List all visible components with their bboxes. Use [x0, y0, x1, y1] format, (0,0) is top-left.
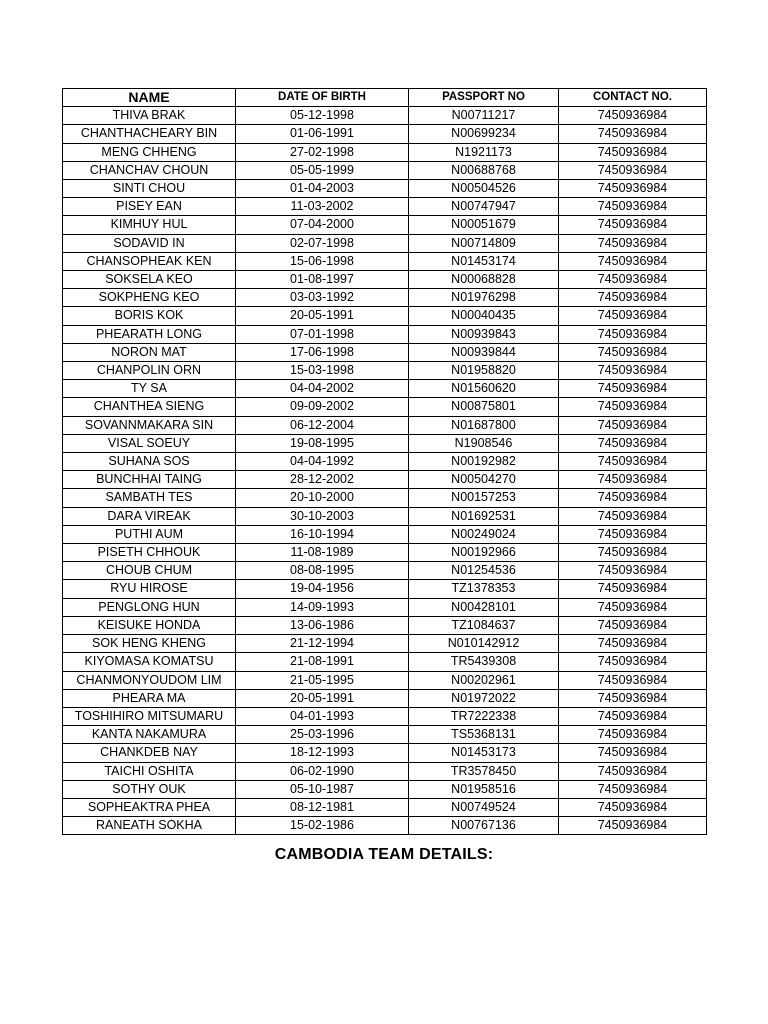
header-date-of-birth: DATE OF BIRTH	[236, 89, 409, 107]
contact-no-cell: 7450936984	[559, 507, 707, 525]
contact-no-cell: 7450936984	[559, 107, 707, 125]
name-cell: SOVANNMAKARA SIN	[63, 416, 236, 434]
document-title: CAMBODIA TEAM DETAILS:	[274, 846, 494, 863]
contact-no-cell: 7450936984	[559, 544, 707, 562]
passport-no-cell: N01976298	[409, 289, 559, 307]
name-cell: CHANCHAV CHOUN	[63, 161, 236, 179]
name-cell: KEISUKE HONDA	[63, 616, 236, 634]
date-of-birth-cell: 15-02-1986	[236, 817, 409, 835]
date-of-birth-cell: 01-04-2003	[236, 180, 409, 198]
name-cell: KIYOMASA KOMATSU	[63, 653, 236, 671]
passport-no-cell: N01453173	[409, 744, 559, 762]
table-row	[63, 325, 707, 343]
table-row	[63, 471, 707, 489]
passport-no-cell: N01453174	[409, 252, 559, 270]
table-row	[63, 289, 707, 307]
name-cell: THIVA BRAK	[63, 107, 236, 125]
name-cell: PISETH CHHOUK	[63, 544, 236, 562]
passport-no-cell: N00939844	[409, 343, 559, 361]
passport-no-cell: N00192966	[409, 544, 559, 562]
date-of-birth-cell: 15-03-1998	[236, 362, 409, 380]
passport-no-cell: N00749524	[409, 798, 559, 816]
name-cell: SINTI CHOU	[63, 180, 236, 198]
name-cell: NORON MAT	[63, 343, 236, 361]
name-cell: RYU HIROSE	[63, 580, 236, 598]
table-row	[63, 252, 707, 270]
date-of-birth-cell: 17-06-1998	[236, 343, 409, 361]
table-row	[63, 525, 707, 543]
contact-no-cell: 7450936984	[559, 234, 707, 252]
passport-no-cell: N00249024	[409, 525, 559, 543]
name-cell: BUNCHHAI TAING	[63, 471, 236, 489]
date-of-birth-cell: 16-10-1994	[236, 525, 409, 543]
date-of-birth-cell: 01-06-1991	[236, 125, 409, 143]
contact-no-cell: 7450936984	[559, 271, 707, 289]
contact-no-cell: 7450936984	[559, 598, 707, 616]
date-of-birth-cell: 20-05-1991	[236, 307, 409, 325]
date-of-birth-cell: 21-05-1995	[236, 671, 409, 689]
table-row	[63, 489, 707, 507]
table-row	[63, 398, 707, 416]
table-row	[63, 544, 707, 562]
table-row	[63, 453, 707, 471]
passport-no-cell: N01560620	[409, 380, 559, 398]
passport-no-cell: N00504270	[409, 471, 559, 489]
name-cell: RANEATH SOKHA	[63, 817, 236, 835]
name-cell: CHANMONYOUDOM LIM	[63, 671, 236, 689]
date-of-birth-cell: 04-04-2002	[236, 380, 409, 398]
date-of-birth-cell: 18-12-1993	[236, 744, 409, 762]
date-of-birth-cell: 02-07-1998	[236, 234, 409, 252]
table-row	[63, 307, 707, 325]
date-of-birth-cell: 19-04-1956	[236, 580, 409, 598]
contact-no-cell: 7450936984	[559, 762, 707, 780]
name-cell: PENGLONG HUN	[63, 598, 236, 616]
table-row	[63, 726, 707, 744]
date-of-birth-cell: 05-12-1998	[236, 107, 409, 125]
contact-no-cell: 7450936984	[559, 125, 707, 143]
contact-no-cell: 7450936984	[559, 817, 707, 835]
date-of-birth-cell: 08-08-1995	[236, 562, 409, 580]
name-cell: CHANKDEB NAY	[63, 744, 236, 762]
passport-no-cell: N00767136	[409, 817, 559, 835]
date-of-birth-cell: 01-08-1997	[236, 271, 409, 289]
passport-no-cell: TR3578450	[409, 762, 559, 780]
date-of-birth-cell: 09-09-2002	[236, 398, 409, 416]
passport-no-cell: N010142912	[409, 635, 559, 653]
date-of-birth-cell: 05-05-1999	[236, 161, 409, 179]
table-row	[63, 343, 707, 361]
passport-no-cell: N00711217	[409, 107, 559, 125]
passport-no-cell: N01972022	[409, 689, 559, 707]
team-details-table	[62, 88, 707, 835]
table-row	[63, 635, 707, 653]
name-cell: DARA VIREAK	[63, 507, 236, 525]
contact-no-cell: 7450936984	[559, 671, 707, 689]
name-cell: VISAL SOEUY	[63, 434, 236, 452]
header-name: NAME	[63, 89, 236, 107]
contact-no-cell: 7450936984	[559, 453, 707, 471]
contact-no-cell: 7450936984	[559, 198, 707, 216]
table-row	[63, 234, 707, 252]
name-cell: SODAVID IN	[63, 234, 236, 252]
table-row	[63, 216, 707, 234]
name-cell: SOTHY OUK	[63, 780, 236, 798]
name-cell: PHEARATH LONG	[63, 325, 236, 343]
table-row	[63, 598, 707, 616]
contact-no-cell: 7450936984	[559, 580, 707, 598]
table-row	[63, 689, 707, 707]
name-cell: SOKPHENG KEO	[63, 289, 236, 307]
date-of-birth-cell: 11-03-2002	[236, 198, 409, 216]
table-row	[63, 653, 707, 671]
date-of-birth-cell: 15-06-1998	[236, 252, 409, 270]
contact-no-cell: 7450936984	[559, 362, 707, 380]
contact-no-cell: 7450936984	[559, 689, 707, 707]
passport-no-cell: N01254536	[409, 562, 559, 580]
table-row	[63, 507, 707, 525]
date-of-birth-cell: 04-04-1992	[236, 453, 409, 471]
contact-no-cell: 7450936984	[559, 707, 707, 725]
contact-no-cell: 7450936984	[559, 744, 707, 762]
passport-no-cell: TZ1084637	[409, 616, 559, 634]
date-of-birth-cell: 06-12-2004	[236, 416, 409, 434]
name-cell: KANTA NAKAMURA	[63, 726, 236, 744]
name-cell: PUTHI AUM	[63, 525, 236, 543]
contact-no-cell: 7450936984	[559, 616, 707, 634]
table-row	[63, 817, 707, 835]
name-cell: SUHANA SOS	[63, 453, 236, 471]
contact-no-cell: 7450936984	[559, 307, 707, 325]
date-of-birth-cell: 28-12-2002	[236, 471, 409, 489]
contact-no-cell: 7450936984	[559, 343, 707, 361]
table-row	[63, 380, 707, 398]
name-cell: TAICHI OSHITA	[63, 762, 236, 780]
passport-no-cell: N00202961	[409, 671, 559, 689]
table-row	[63, 798, 707, 816]
table-header-row	[63, 89, 707, 107]
table-row	[63, 780, 707, 798]
date-of-birth-cell: 06-02-1990	[236, 762, 409, 780]
date-of-birth-cell: 07-04-2000	[236, 216, 409, 234]
passport-no-cell: N01687800	[409, 416, 559, 434]
date-of-birth-cell: 14-09-1993	[236, 598, 409, 616]
name-cell: SOKSELA KEO	[63, 271, 236, 289]
table-row	[63, 671, 707, 689]
name-cell: BORIS KOK	[63, 307, 236, 325]
table-row	[63, 562, 707, 580]
date-of-birth-cell: 11-08-1989	[236, 544, 409, 562]
passport-no-cell: N01958516	[409, 780, 559, 798]
name-cell: TY SA	[63, 380, 236, 398]
date-of-birth-cell: 05-10-1987	[236, 780, 409, 798]
name-cell: MENG CHHENG	[63, 143, 236, 161]
date-of-birth-cell: 20-10-2000	[236, 489, 409, 507]
table-row	[63, 161, 707, 179]
contact-no-cell: 7450936984	[559, 434, 707, 452]
passport-no-cell: TZ1378353	[409, 580, 559, 598]
name-cell: CHANTHEA SIENG	[63, 398, 236, 416]
passport-no-cell: N00714809	[409, 234, 559, 252]
date-of-birth-cell: 27-02-1998	[236, 143, 409, 161]
passport-no-cell: N00428101	[409, 598, 559, 616]
name-cell: SOK HENG KHENG	[63, 635, 236, 653]
contact-no-cell: 7450936984	[559, 325, 707, 343]
name-cell: PISEY EAN	[63, 198, 236, 216]
table-row	[63, 107, 707, 125]
date-of-birth-cell: 20-05-1991	[236, 689, 409, 707]
passport-no-cell: N00699234	[409, 125, 559, 143]
date-of-birth-cell: 21-12-1994	[236, 635, 409, 653]
passport-no-cell: TR5439308	[409, 653, 559, 671]
name-cell: CHOUB CHUM	[63, 562, 236, 580]
date-of-birth-cell: 13-06-1986	[236, 616, 409, 634]
contact-no-cell: 7450936984	[559, 416, 707, 434]
name-cell: KIMHUY HUL	[63, 216, 236, 234]
table-row	[63, 580, 707, 598]
table-row	[63, 198, 707, 216]
name-cell: PHEARA MA	[63, 689, 236, 707]
table-row	[63, 744, 707, 762]
contact-no-cell: 7450936984	[559, 653, 707, 671]
name-cell: CHANTHACHEARY BIN	[63, 125, 236, 143]
passport-no-cell: N00051679	[409, 216, 559, 234]
contact-no-cell: 7450936984	[559, 471, 707, 489]
table-row	[63, 362, 707, 380]
header-contact-no: CONTACT NO.	[559, 89, 707, 107]
name-cell: SOPHEAKTRA PHEA	[63, 798, 236, 816]
passport-no-cell: N00939843	[409, 325, 559, 343]
passport-no-cell: N00747947	[409, 198, 559, 216]
passport-no-cell: N1921173	[409, 143, 559, 161]
table-row	[63, 707, 707, 725]
passport-no-cell: N01692531	[409, 507, 559, 525]
table-row	[63, 416, 707, 434]
contact-no-cell: 7450936984	[559, 216, 707, 234]
date-of-birth-cell: 03-03-1992	[236, 289, 409, 307]
contact-no-cell: 7450936984	[559, 143, 707, 161]
date-of-birth-cell: 19-08-1995	[236, 434, 409, 452]
contact-no-cell: 7450936984	[559, 798, 707, 816]
date-of-birth-cell: 30-10-2003	[236, 507, 409, 525]
passport-no-cell: N00688768	[409, 161, 559, 179]
header-passport-no: PASSPORT NO	[409, 89, 559, 107]
contact-no-cell: 7450936984	[559, 380, 707, 398]
contact-no-cell: 7450936984	[559, 562, 707, 580]
table-row	[63, 143, 707, 161]
date-of-birth-cell: 25-03-1996	[236, 726, 409, 744]
passport-no-cell: N00504526	[409, 180, 559, 198]
date-of-birth-cell: 08-12-1981	[236, 798, 409, 816]
passport-no-cell: N01958820	[409, 362, 559, 380]
name-cell: SAMBATH TES	[63, 489, 236, 507]
table-row	[63, 434, 707, 452]
contact-no-cell: 7450936984	[559, 252, 707, 270]
passport-no-cell: TR7222338	[409, 707, 559, 725]
date-of-birth-cell: 21-08-1991	[236, 653, 409, 671]
contact-no-cell: 7450936984	[559, 180, 707, 198]
contact-no-cell: 7450936984	[559, 161, 707, 179]
table-body	[63, 107, 707, 835]
table-row	[63, 271, 707, 289]
passport-no-cell: N1908546	[409, 434, 559, 452]
passport-no-cell: N00192982	[409, 453, 559, 471]
name-cell: CHANSOPHEAK KEN	[63, 252, 236, 270]
contact-no-cell: 7450936984	[559, 635, 707, 653]
table-row	[63, 180, 707, 198]
passport-no-cell: N00875801	[409, 398, 559, 416]
name-cell: CHANPOLIN ORN	[63, 362, 236, 380]
date-of-birth-cell: 07-01-1998	[236, 325, 409, 343]
table-row	[63, 125, 707, 143]
contact-no-cell: 7450936984	[559, 289, 707, 307]
table-row	[63, 616, 707, 634]
contact-no-cell: 7450936984	[559, 726, 707, 744]
contact-no-cell: 7450936984	[559, 525, 707, 543]
contact-no-cell: 7450936984	[559, 489, 707, 507]
passport-no-cell: N00040435	[409, 307, 559, 325]
date-of-birth-cell: 04-01-1993	[236, 707, 409, 725]
name-cell: TOSHIHIRO MITSUMARU	[63, 707, 236, 725]
table-row	[63, 762, 707, 780]
contact-no-cell: 7450936984	[559, 398, 707, 416]
passport-no-cell: N00068828	[409, 271, 559, 289]
contact-no-cell: 7450936984	[559, 780, 707, 798]
passport-no-cell: N00157253	[409, 489, 559, 507]
passport-no-cell: TS5368131	[409, 726, 559, 744]
